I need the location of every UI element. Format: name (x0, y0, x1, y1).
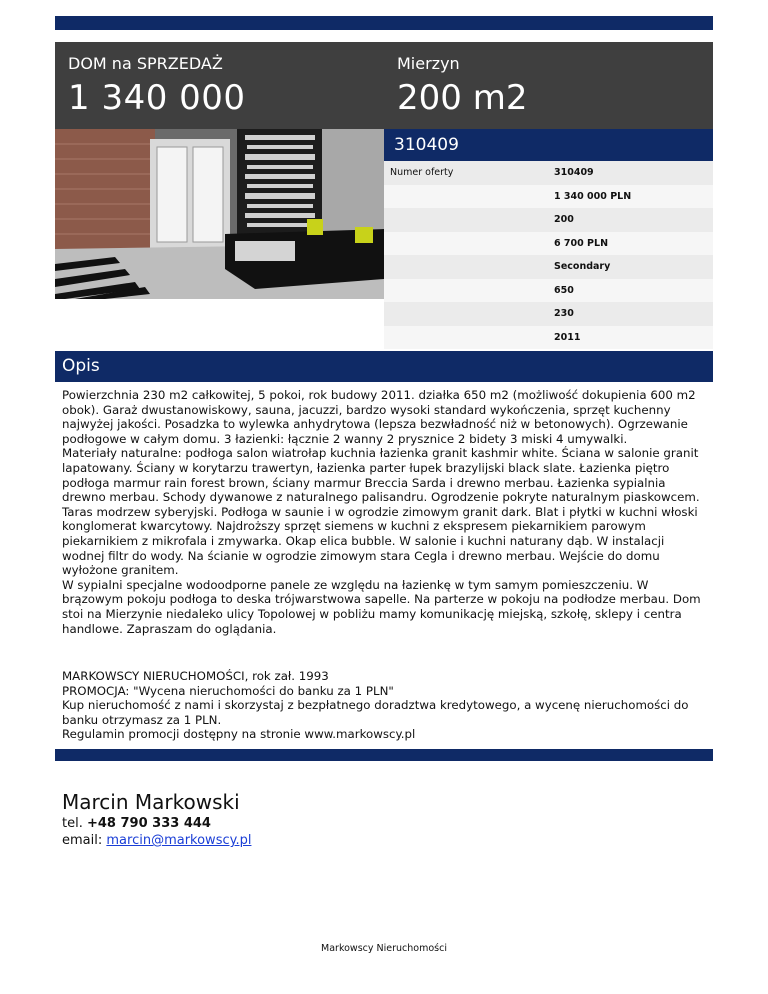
details-value: 6 700 PLN (554, 237, 609, 249)
property-photo (55, 129, 384, 299)
description-paragraph: W sypialni specjalne wodoodporne panele ze względu na łazienkę w tym samym pomieszczeniu. W brązowym pokoju podłoga to deska trójwarstwowa sapelle. Na parterze w pokoju na podłodze merbau. Dom stoi na Mierzynie niedaleko ulicy Topolowej w pobliżu mamy komunikację miejską, szkołę, sklepy i centra handlowe. Zapraszam do oglądania. (62, 577, 701, 636)
details-value: 650 (554, 284, 574, 296)
details-row (384, 255, 713, 279)
agent-name: Marcin Markowski (62, 790, 240, 814)
top-accent-bar (55, 16, 713, 30)
offer-id-heading: 310409 (384, 129, 713, 161)
details-row (384, 232, 713, 256)
listing-area: 200 m2 (397, 78, 528, 118)
footer-text: Markowscy Nieruchomości (321, 943, 447, 954)
details-value: 1 340 000 PLN (554, 190, 632, 202)
agent-email-line (62, 832, 251, 849)
description-paragraph: Powierzchnia 230 m2 całkowitej, 5 pokoi, rok budowy 2011. działka 650 m2 (możliwość dokupienia 600 m2 obok). Garaż dwustanowiskowy, sauna, jacuzzi, bardzo wysoki standard wykończenia, sprzęt kuchenny najwyżej jakości. Posadzka to wylewka anhydrytowa (lepsza bezwładność niż w betonowych). Ogrzewanie podłogowe w całym domu. 3 łazienki: łącznie 2 wanny 2 prysznice 2 bidety 3 miski 4 umywalki. (62, 388, 696, 446)
details-value: 230 (554, 308, 574, 319)
details-value: Secondary (554, 261, 611, 272)
description-heading: Opis (55, 351, 713, 382)
promo-line: MARKOWSCY NIERUCHOMOŚCI, rok zał. 1993 (62, 669, 329, 683)
description-paragraph: Materiały naturalne: podłoga salon wiatrołap kuchnia łazienka granit kashmir white. Ściana w salonie granit lapatowany. Ściany w korytarzu trawertyn, łazienka parter łupek brazylijski black slate. Łazienka piętro podłoga marmur rain forest brown, ściany marmur Breccia Sarda i drewno merbau. Łazienka sypialnia drewno merbau. Schody dywanowe z naturalnego palisandru. Ogrodzenie pokryte naturalnym piaskowcem. Taras modrzew syberyjski. Podłoga w saunie i w ogrodzie zimowym granit dark. Blat i płytki w kuchni włoski konglomerat kwarcytowy. Najdroższy sprzęt siemens w kuchni z ekspresem piekarnikiem parowym piekarnikiem z mikrofala i zmywarka. Okap elica bubble. W salonie i kuchni naturany dąb. W instalacji wodnej filtr do wody. Na ścianie w ogrodzie zimowym stara Cegla i drewno merbau. Wejście do domu wyłożone granitem. (62, 446, 700, 578)
details-row (384, 302, 713, 326)
promo-block (62, 669, 710, 742)
description-body (62, 388, 710, 636)
agent-contact (62, 789, 251, 849)
details-value: 200 (554, 214, 574, 225)
agent-email-link[interactable]: marcin@markowscy.pl (106, 833, 252, 848)
details-label: Numer oferty (390, 167, 454, 178)
agent-phone: +48 790 333 444 (86, 816, 211, 831)
location-block (397, 54, 527, 120)
promo-line: Regulamin promocji dostępny na stronie www.markowscy.pl (62, 727, 416, 742)
property-photo-illustration (55, 129, 384, 299)
details-row (384, 326, 713, 350)
details-table (384, 161, 713, 349)
details-row (384, 161, 713, 185)
details-value: 310409 (554, 167, 594, 178)
promo-line: PROMOCJA: "Wycena nieruchomości do banku za 1 PLN" (62, 683, 394, 698)
price-block (68, 54, 246, 120)
hero-panel (55, 42, 713, 129)
details-row (384, 185, 713, 209)
bottom-accent-bar (55, 749, 713, 761)
listing-location: Mierzyn (397, 54, 460, 73)
listing-price: 1 340 000 (68, 78, 246, 118)
agent-phone-line (62, 815, 251, 832)
details-value: 2011 (554, 331, 581, 343)
email-label: email: (62, 833, 103, 848)
phone-label: tel. (62, 816, 83, 831)
details-row (384, 279, 713, 303)
promo-line: Kup nieruchomość z nami i skorzystaj z bezpłatnego doradztwa kredytowego, a wycenę nieruchomości do banku otrzymasz za 1 PLN. (62, 698, 689, 727)
listing-type: DOM na SPRZEDAŻ (68, 54, 223, 73)
details-row (384, 208, 713, 232)
